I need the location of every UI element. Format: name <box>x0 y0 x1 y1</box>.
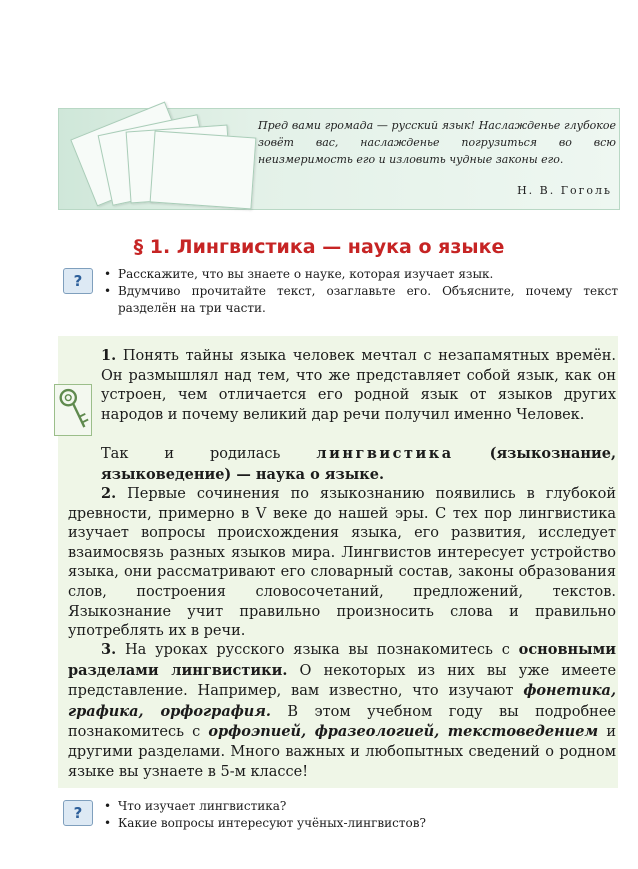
question-item: • Вдумчиво прочитайте текст, озаглавьте его. Объясните, почему текст разделён на три части. <box>104 283 618 317</box>
epigraph-author: Н. В. Гоголь <box>517 184 612 197</box>
key-icon <box>54 384 92 436</box>
paragraph-1 <box>101 346 616 425</box>
definition-paren: (языкознание, языковедение) — наука о языке. <box>101 445 616 483</box>
question-item: • Расскажите, что вы знаете о науке, которая изучает язык. <box>104 266 618 283</box>
paper-sheets-icon <box>70 88 260 228</box>
paragraph-number: 1. <box>101 347 117 364</box>
question-item: • Какие вопросы интересуют учёных-лингвистов? <box>104 815 618 832</box>
paragraph-3 <box>68 640 616 782</box>
paragraph-number: 3. <box>101 641 117 658</box>
term-linguistics: лингвистика <box>316 445 454 462</box>
question-icon: ? <box>63 800 93 826</box>
paragraph-1-text: Понять тайны языка человек мечтал с незапамятных времён. Он размышлял над тем, что же представляет собой язык, как он устроен, чем отличается его родной язык от языков других народов и почему великий дар речи получил именно Человек. <box>101 348 616 423</box>
definition-lead: Так и родилась <box>101 446 281 462</box>
italic-terms: фонетика, графика, орфография. <box>68 682 616 720</box>
paragraph-3-text: О некоторых из них вы уже имеете представление. Например, вам известно, что изучают <box>68 662 617 700</box>
paragraph-2 <box>68 484 616 642</box>
section-title: § 1. Лингвистика — наука о языке <box>133 236 505 258</box>
paragraph-3-text: В этом учебном году вы подробнее познакомитесь с <box>68 703 617 741</box>
questions-bottom <box>104 798 618 832</box>
epigraph-text: Пред вами громада — русский язык! Наслажденье глубокое зовёт вас, наслажденье погрузиться во всю неизмеримость его и изловить чудные законы его. <box>258 119 616 166</box>
questions-top <box>104 266 618 317</box>
question-item: • Что изучает лингвистика? <box>104 798 618 815</box>
paragraph-3-text: и другими разделами. Много важных и любопытных сведений о родном языке вы узнаете в 5-м классе! <box>68 724 617 780</box>
bold-term: основными разделами лингвистики. <box>68 641 617 679</box>
paragraph-number: 2. <box>101 485 117 502</box>
paragraph-3-text: На уроках русского языка вы познакомитесь с <box>124 642 510 658</box>
italic-terms: орфоэпией, фразеологией, текстоведением <box>208 723 599 741</box>
paragraph-1b <box>101 444 616 485</box>
question-icon: ? <box>63 268 93 294</box>
paragraph-2-text: Первые сочинения по языкознанию появились в глубокой древности, примерно в V веке до нашей эры. С тех пор лингвистика изучает вопросы происхождения языка, его развития, исследует взаимосвязь разных языков мира. Лингвистов интересует устройство языка, они рассматривают его словарный состав, законы образования слов, построения словосочетаний, предложений, текстов. Языкознание учит правильно произносить слова и правильно употреблять их в речи. <box>68 486 617 640</box>
